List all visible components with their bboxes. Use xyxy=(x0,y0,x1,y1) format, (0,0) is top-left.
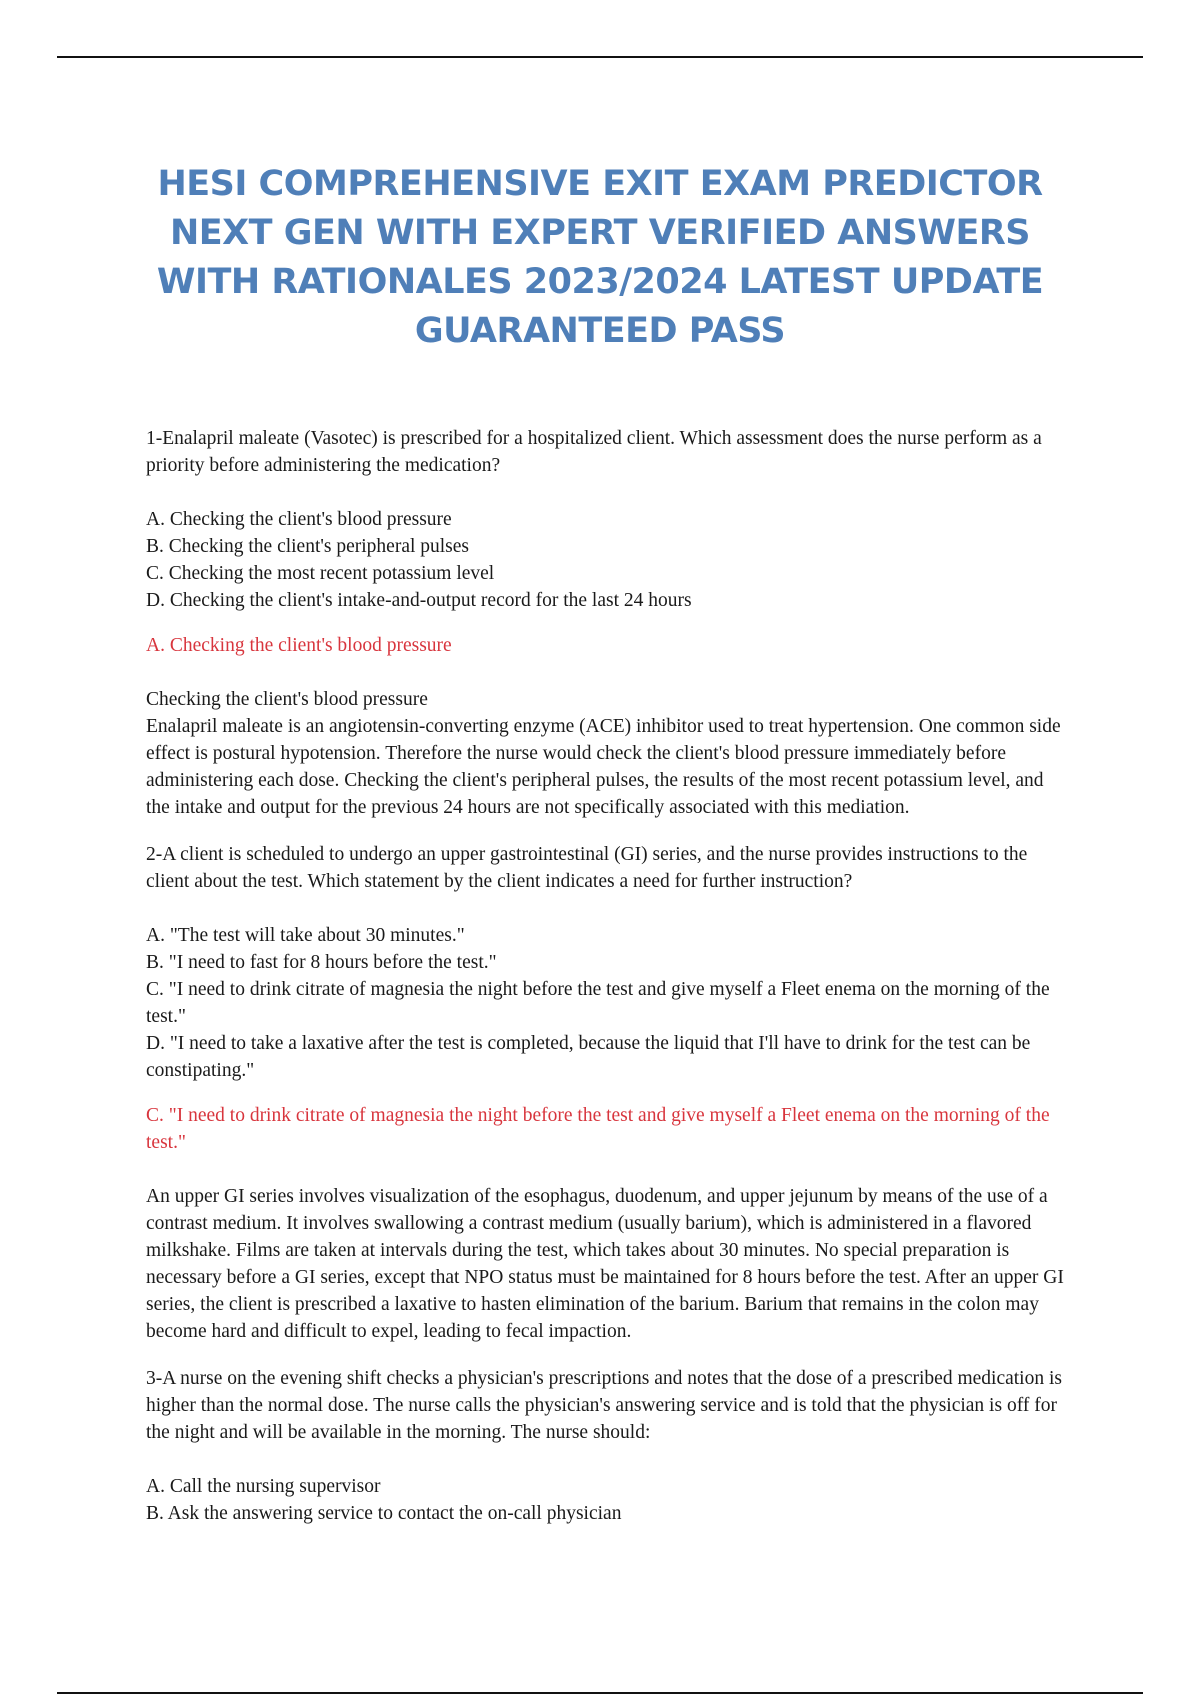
question-2-option-c: C. "I need to drink citrate of magnesia the night before the test and give myself a Fleet enema on the morning of the test." xyxy=(146,979,1050,1027)
title-line-2: NEXT GEN WITH EXPERT VERIFIED ANSWERS xyxy=(169,213,1031,253)
question-1-answer: A. Checking the client's blood pressure xyxy=(146,635,452,656)
question-2-options xyxy=(146,922,1066,1084)
question-2-answer: C. "I need to drink citrate of magnesia the night before the test and give myself a Fleet enema on the morning of the test." xyxy=(146,1105,1050,1153)
title-line-3: WITH RATIONALES 2023/2024 LATEST UPDATE xyxy=(156,262,1044,302)
top-rule xyxy=(57,56,1143,58)
question-1-rationale-title: Checking the client's blood pressure xyxy=(146,689,428,710)
question-3-text: 3-A nurse on the evening shift checks a physician's prescriptions and notes that the dose of a prescribed medication is higher than the normal dose. The nurse calls the physician's answering service and is told that the physician is off for the night and will be available in the morning. The nurse should: xyxy=(146,1368,1062,1443)
question-2-option-a: A. "The test will take about 30 minutes." xyxy=(146,925,465,946)
question-2-text: 2-A client is scheduled to undergo an upper gastrointestinal (GI) series, and the nurse provides instructions to the client about the test. Which statement by the client indicates a need for further instruction? xyxy=(146,844,1028,892)
bottom-rule xyxy=(57,1692,1143,1694)
question-1-option-b: B. Checking the client's peripheral pulses xyxy=(146,536,470,557)
question-2-rationale: An upper GI series involves visualization of the esophagus, duodenum, and upper jejunum by means of the use of a contrast medium. It involves swallowing a contrast medium (usually barium), which is administered in a flavored milkshake. Films are taken at intervals during the test, which takes about 30 minutes. No special preparation is necessary before a GI series, except that NPO status must be maintained for 8 hours before the test. After an upper GI series, the client is prescribed a laxative to hasten elimination of the barium. Barium that remains in the colon may become hard and difficult to expel, leading to fecal impaction. xyxy=(146,1186,1064,1342)
document-title xyxy=(100,160,1100,356)
question-3-option-a: A. Call the nursing supervisor xyxy=(146,1476,381,1497)
question-3-options xyxy=(146,1473,1066,1527)
question-1-text: 1-Enalapril maleate (Vasotec) is prescribed for a hospitalized client. Which assessment does the nurse perform as a priority before administering the medication? xyxy=(146,428,1042,476)
question-2-option-d: D. "I need to take a laxative after the test is completed, because the liquid that I'll have to drink for the test can be constipating." xyxy=(146,1033,1031,1081)
question-3-option-b: B. Ask the answering service to contact the on-call physician xyxy=(146,1503,622,1524)
document-body xyxy=(146,425,1066,1545)
question-1-option-d: D. Checking the client's intake-and-output record for the last 24 hours xyxy=(146,590,692,611)
question-1-rationale: Enalapril maleate is an angiotensin-converting enzyme (ACE) inhibitor used to treat hypertension. One common side effect is postural hypotension. Therefore the nurse would check the client's blood pressure immediately before administering each dose. Checking the client's peripheral pulses, the results of the most recent potassium level, and the intake and output for the previous 24 hours are not specifically associated with this mediation. xyxy=(146,716,1061,818)
title-line-4: GUARANTEED PASS xyxy=(414,311,786,351)
question-1-option-a: A. Checking the client's blood pressure xyxy=(146,509,452,530)
title-line-1: HESI COMPREHENSIVE EXIT EXAM PREDICTOR xyxy=(157,164,1043,204)
question-2-option-b: B. "I need to fast for 8 hours before the test." xyxy=(146,952,497,973)
question-1-options xyxy=(146,506,1066,614)
question-1-option-c: C. Checking the most recent potassium level xyxy=(146,563,495,584)
